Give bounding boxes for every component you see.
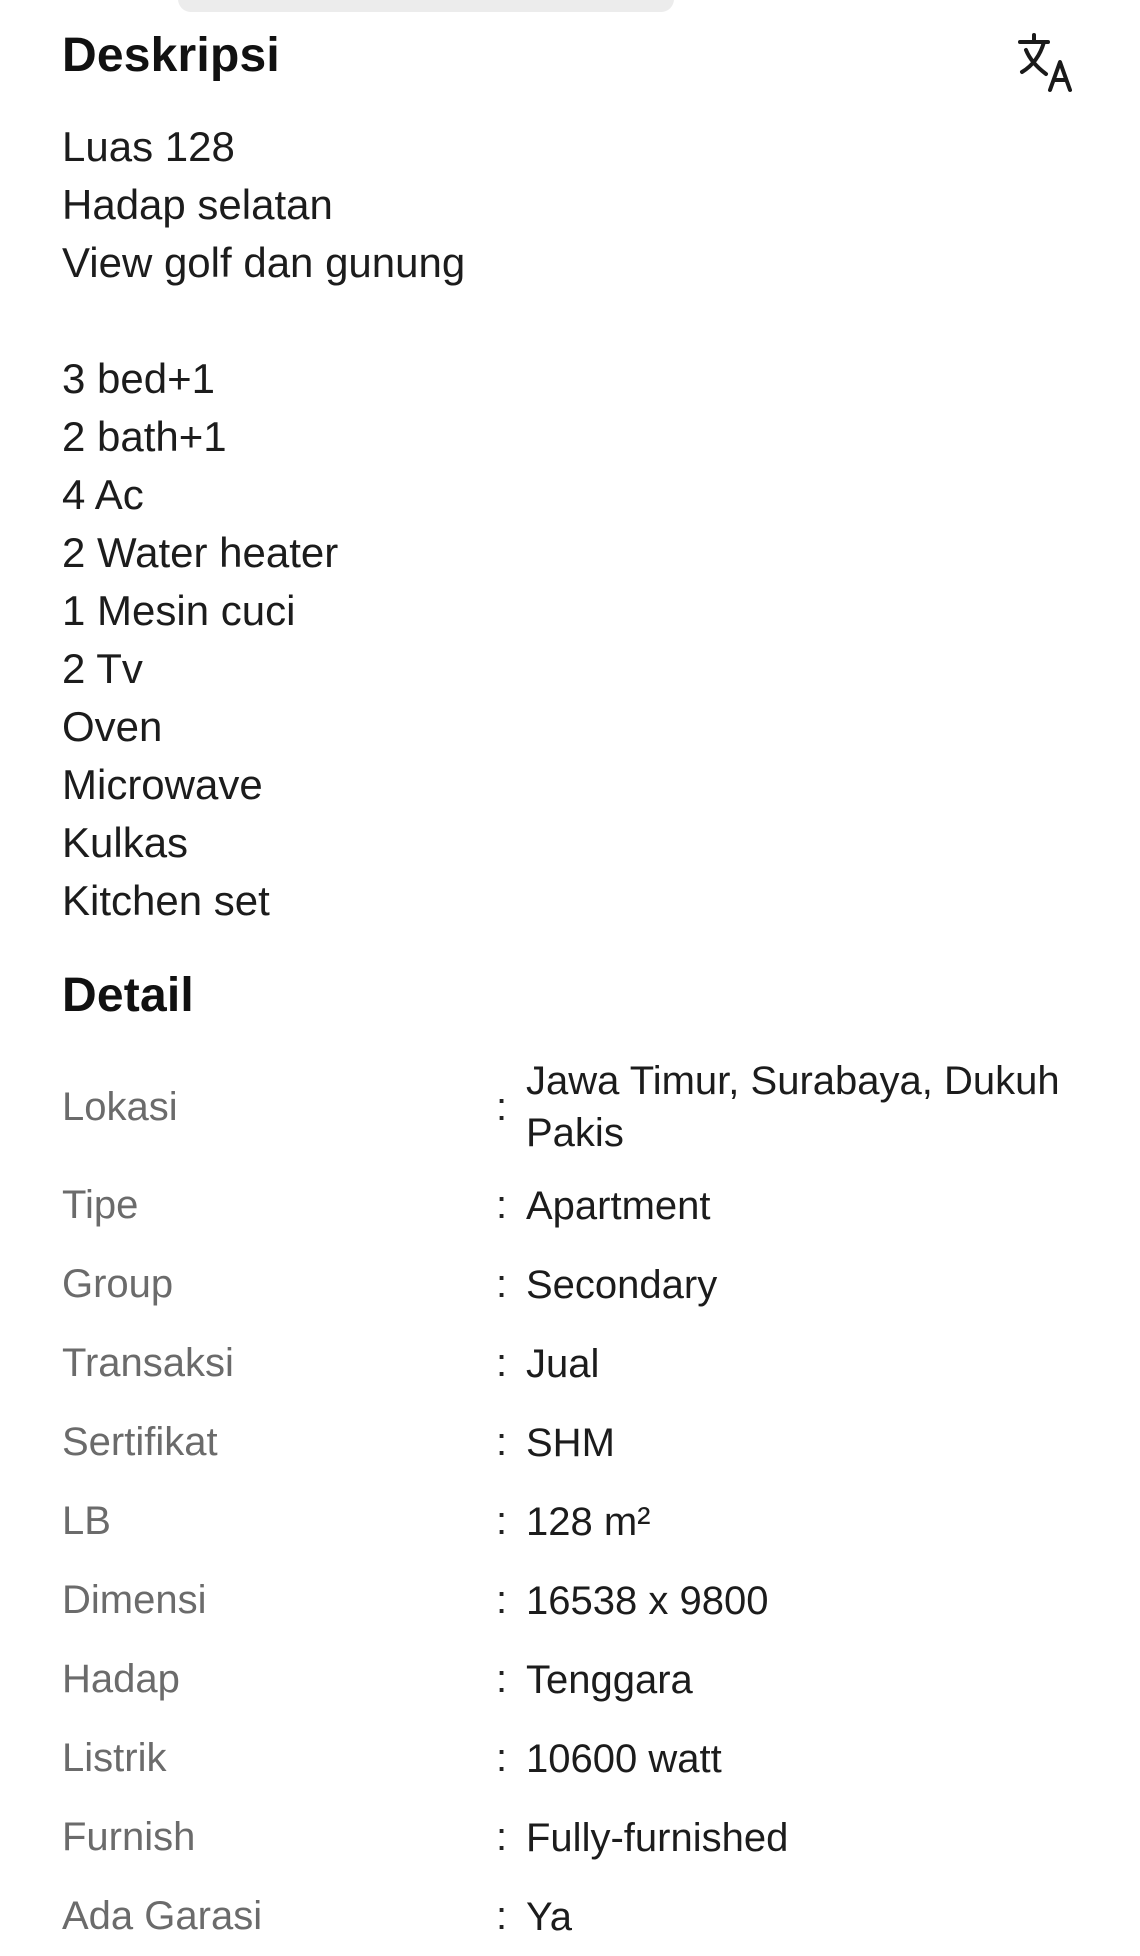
detail-row-lokasi — [62, 1048, 1082, 1166]
detail-row-furnish — [62, 1798, 1082, 1877]
description-blank-line — [62, 292, 1062, 350]
detail-row-listrik — [62, 1719, 1082, 1798]
detail-value: Fully-furnished — [526, 1815, 789, 1860]
detail-label: Furnish — [62, 1815, 196, 1859]
detail-separator: : — [496, 1084, 508, 1129]
detail-separator: : — [496, 1736, 508, 1780]
detail-separator: : — [496, 1183, 508, 1227]
translate-button[interactable] — [1016, 30, 1082, 96]
detail-separator: : — [496, 1499, 508, 1543]
detail-title: Detail — [62, 969, 194, 1022]
description-line: 1 Mesin cuci — [62, 587, 296, 634]
detail-row-tipe — [62, 1166, 1082, 1245]
description-line: Hadap selatan — [62, 181, 333, 228]
detail-value: 10600 watt — [526, 1736, 722, 1781]
detail-value: Ya — [526, 1894, 572, 1939]
description-line: 2 Tv — [62, 645, 143, 692]
detail-value: Jual — [526, 1341, 600, 1386]
detail-value: Tenggara — [526, 1657, 693, 1702]
detail-row-dimensi — [62, 1561, 1082, 1640]
description-line: 2 Water heater — [62, 529, 339, 576]
detail-value: Secondary — [526, 1262, 718, 1307]
detail-value: Apartment — [526, 1183, 711, 1228]
detail-row-sertifikat — [62, 1403, 1082, 1482]
detail-row-group — [62, 1245, 1082, 1324]
detail-label: Listrik — [62, 1736, 167, 1780]
description-line: Luas 128 — [62, 123, 235, 170]
detail-separator: : — [496, 1341, 508, 1385]
detail-label: Group — [62, 1262, 174, 1306]
translate-icon — [1016, 30, 1082, 96]
detail-separator: : — [496, 1815, 508, 1859]
detail-separator: : — [496, 1262, 508, 1306]
detail-label: Hadap — [62, 1657, 180, 1701]
description-line: Kulkas — [62, 819, 189, 866]
description-line: Kitchen set — [62, 877, 270, 924]
detail-value: 128 m² — [526, 1499, 651, 1544]
detail-label: Ada Garasi — [62, 1894, 263, 1938]
description-title: Deskripsi — [62, 29, 280, 82]
description-line: View golf dan gunung — [62, 239, 466, 286]
detail-label: Tipe — [62, 1183, 139, 1227]
detail-separator: : — [496, 1657, 508, 1701]
detail-separator: : — [496, 1420, 508, 1464]
detail-separator: : — [496, 1894, 508, 1938]
detail-label: Dimensi — [62, 1578, 207, 1622]
detail-row-transaksi — [62, 1324, 1082, 1403]
description-line: 4 Ac — [62, 471, 144, 518]
sheet-drag-handle[interactable] — [178, 0, 674, 12]
detail-label: LB — [62, 1499, 111, 1543]
description-line: Microwave — [62, 761, 263, 808]
description-line: Oven — [62, 703, 163, 750]
detail-row-ada-garasi — [62, 1877, 1082, 1956]
detail-value: SHM — [526, 1420, 615, 1465]
detail-value: 16538 x 9800 — [526, 1578, 769, 1623]
detail-label: Lokasi — [62, 1084, 178, 1129]
detail-value: Jawa Timur, Surabaya, Dukuh Pakis — [526, 1059, 1060, 1155]
description-text — [62, 118, 1062, 930]
detail-label: Transaksi — [62, 1341, 234, 1385]
description-line: 3 bed+1 — [62, 355, 215, 402]
detail-table — [62, 1048, 1082, 1956]
detail-row-lb — [62, 1482, 1082, 1561]
description-line: 2 bath+1 — [62, 413, 227, 460]
detail-row-hadap — [62, 1640, 1082, 1719]
detail-label: Sertifikat — [62, 1420, 218, 1464]
detail-separator: : — [496, 1578, 508, 1622]
